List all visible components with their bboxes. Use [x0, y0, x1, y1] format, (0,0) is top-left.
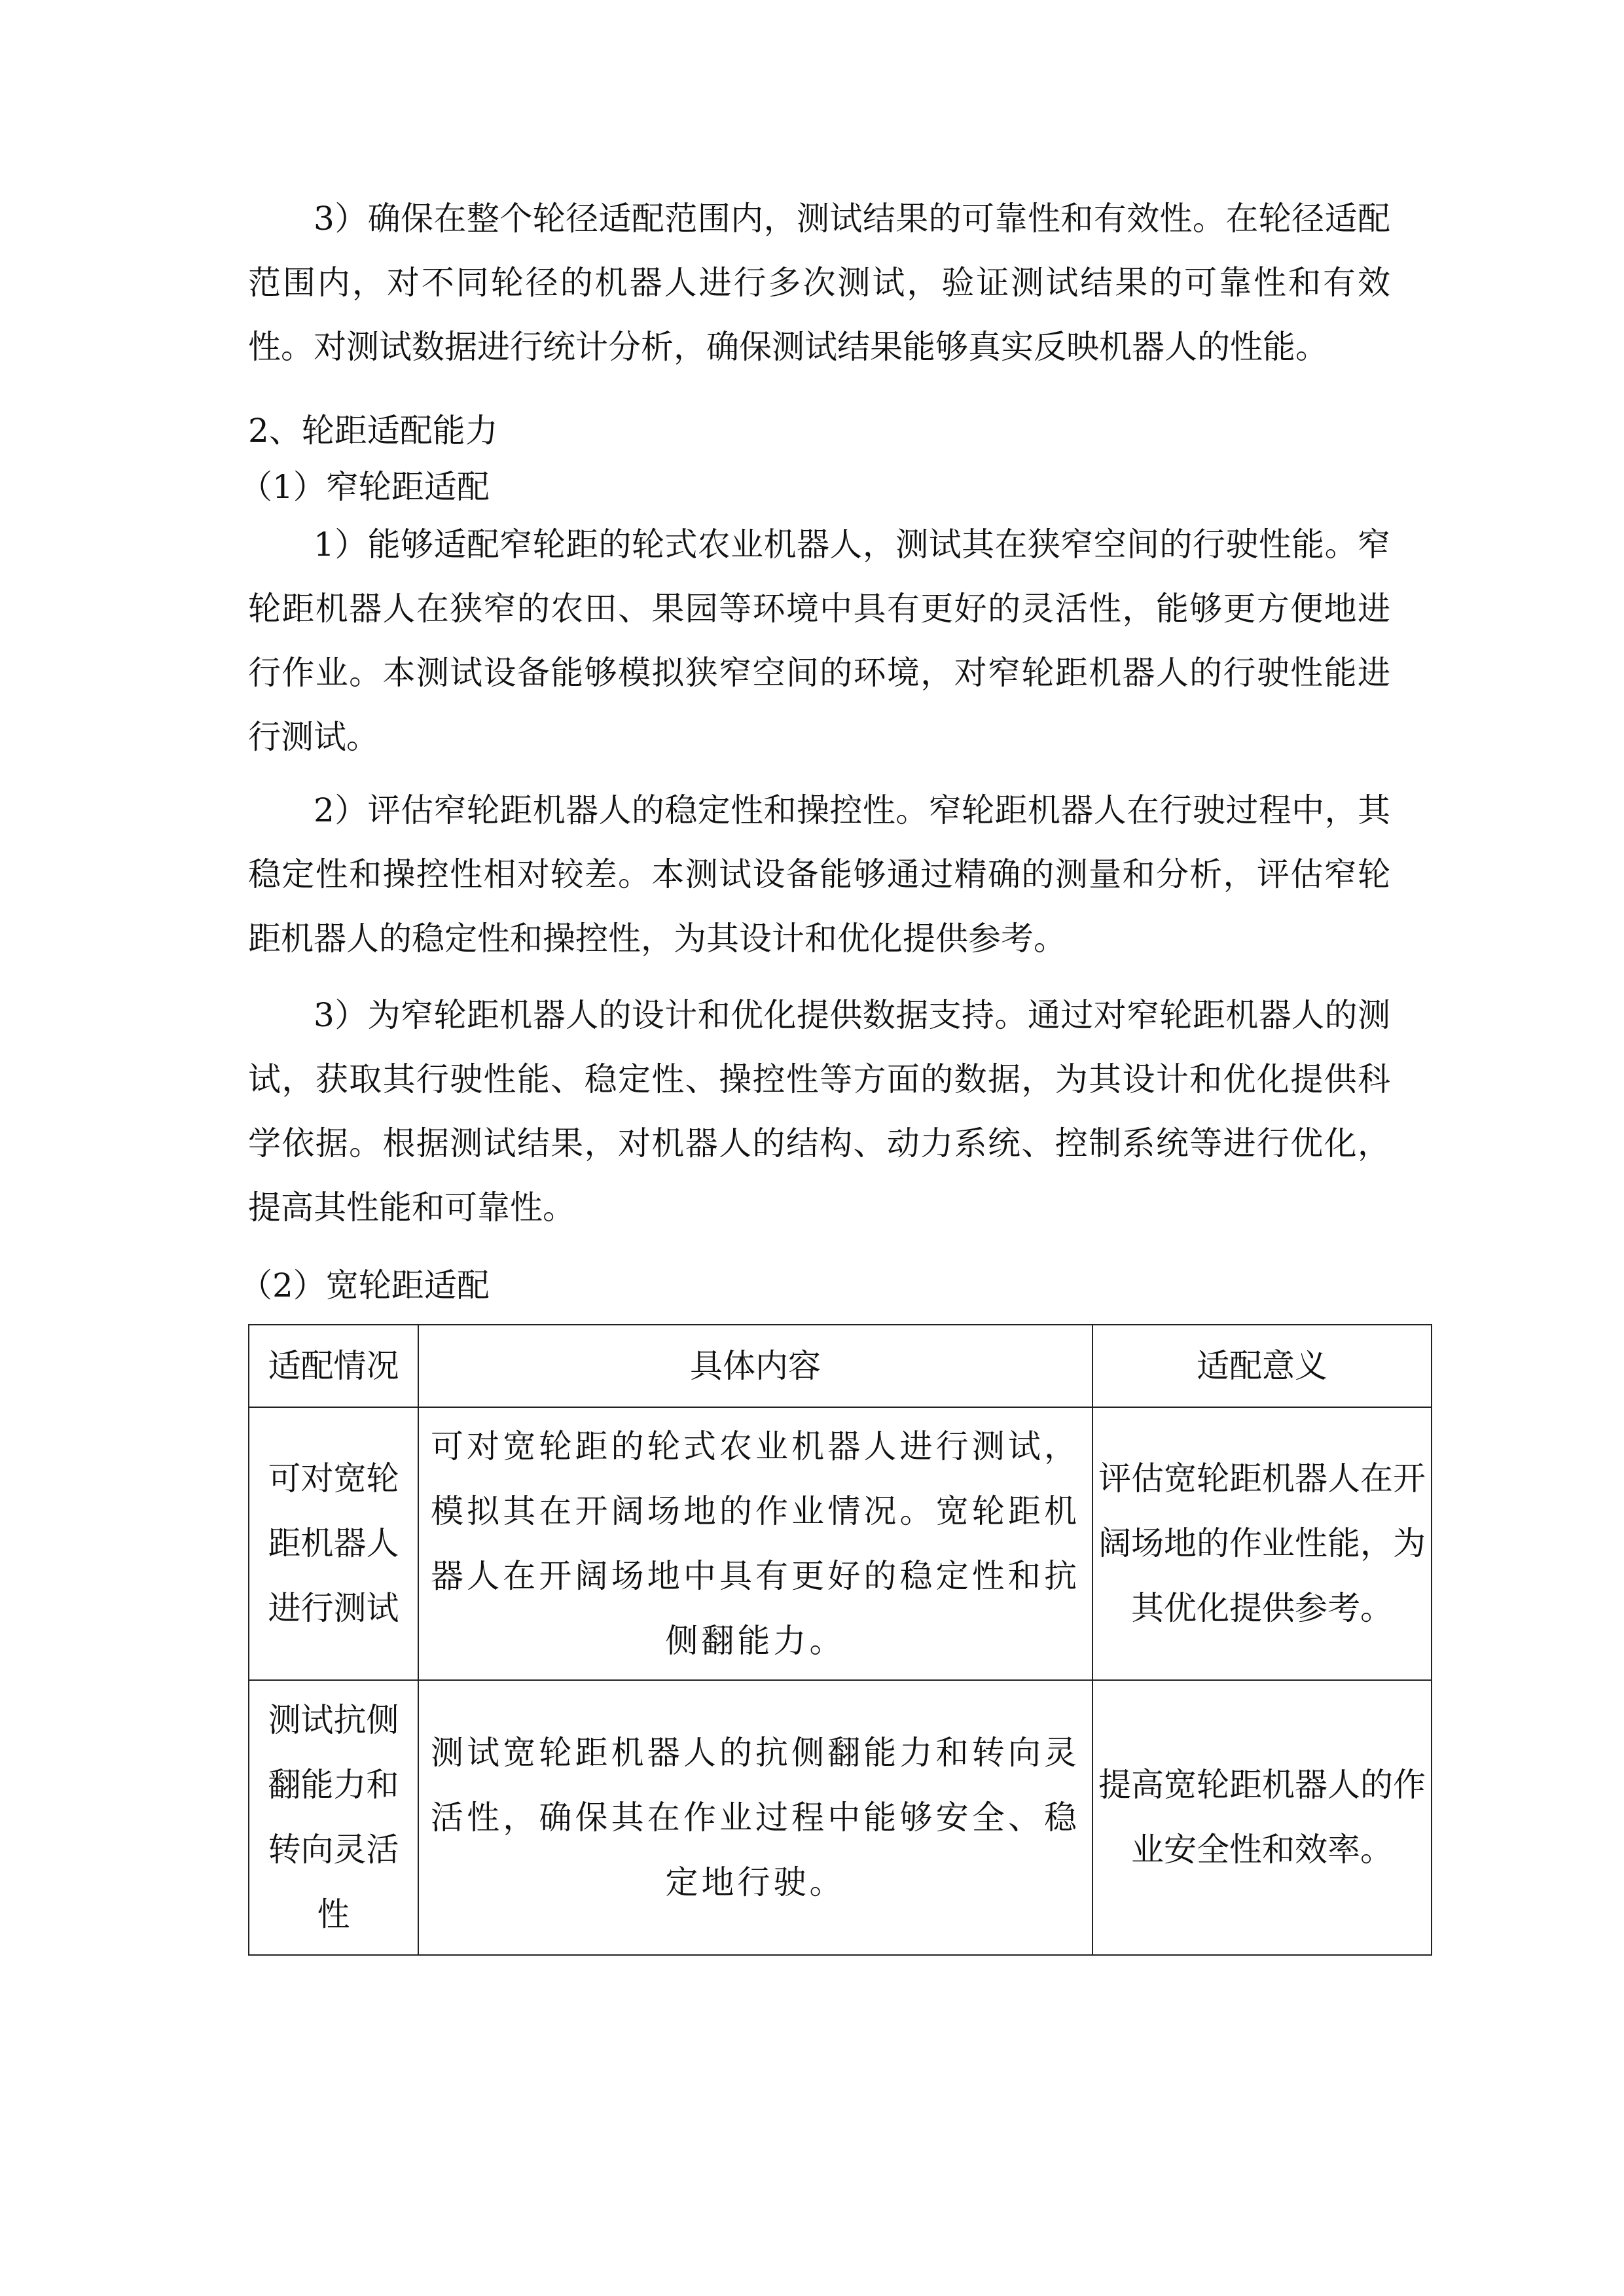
table-cell: 测试宽轮距机器人的抗侧翻能力和转向灵活性，确保其在作业过程中能够安全、稳定地行驶。 — [418, 1680, 1092, 1955]
table-cell: 评估宽轮距机器人在开阔场地的作业性能，为其优化提供参考。 — [1092, 1407, 1432, 1680]
paragraph-narrow-2: 2）评估窄轮距机器人的稳定性和操控性。窄轮距机器人在行驶过程中，其稳定性和操控性相对较差。本测试设备能够通过精确的测量和分析，评估窄轮距机器人的稳定性和操控性，为其设计和优化提供参考。 — [248, 791, 1390, 958]
table-cell: 提高宽轮距机器人的作业安全性和效率。 — [1092, 1680, 1432, 1955]
header-cell: 适配意义 — [1092, 1325, 1432, 1407]
table-cell: 可对宽轮距的轮式农业机器人进行测试，模拟其在开阔场地的作业情况。宽轮距机器人在开阔场地中具有更好的稳定性和抗侧翻能力。 — [418, 1407, 1092, 1680]
paragraph-wheel-diameter-3: 3）确保在整个轮径适配范围内，测试结果的可靠性和有效性。在轮径适配范围内，对不同轮径的机器人进行多次测试，验证测试结果的可靠性和有效性。对测试数据进行统计分析，确保测试结果能够真实反映机器人的性能。 — [248, 200, 1390, 366]
table-row — [249, 1407, 1432, 1680]
header-cell: 具体内容 — [418, 1325, 1092, 1407]
table-header-row — [249, 1325, 1432, 1407]
table-cell: 测试抗侧翻能力和转向灵活性 — [249, 1680, 418, 1955]
header-cell: 适配情况 — [249, 1325, 418, 1407]
subsection-heading-wide: （2）宽轮距适配 — [240, 1266, 490, 1304]
table-cell: 可对宽轮距机器人进行测试 — [249, 1407, 418, 1680]
paragraph-narrow-3: 3）为窄轮距机器人的设计和优化提供数据支持。通过对窄轮距机器人的测试，获取其行驶性能、稳定性、操控性等方面的数据，为其设计和优化提供科学依据。根据测试结果，对机器人的结构、动力系统、控制系统等进行优化，提高其性能和可靠性。 — [248, 996, 1390, 1227]
section-heading: 2、轮距适配能力 — [248, 412, 498, 450]
table-row — [249, 1680, 1432, 1955]
wide-wheelbase-table — [248, 1324, 1432, 1956]
subsection-heading-narrow: （1）窄轮距适配 — [240, 468, 490, 506]
paragraph-narrow-1: 1）能够适配窄轮距的轮式农业机器人，测试其在狭窄空间的行驶性能。窄轮距机器人在狭窄的农田、果园等环境中具有更好的灵活性，能够更方便地进行作业。本测试设备能够模拟狭窄空间的环境，对窄轮距机器人的行驶性能进行测试。 — [248, 526, 1390, 756]
